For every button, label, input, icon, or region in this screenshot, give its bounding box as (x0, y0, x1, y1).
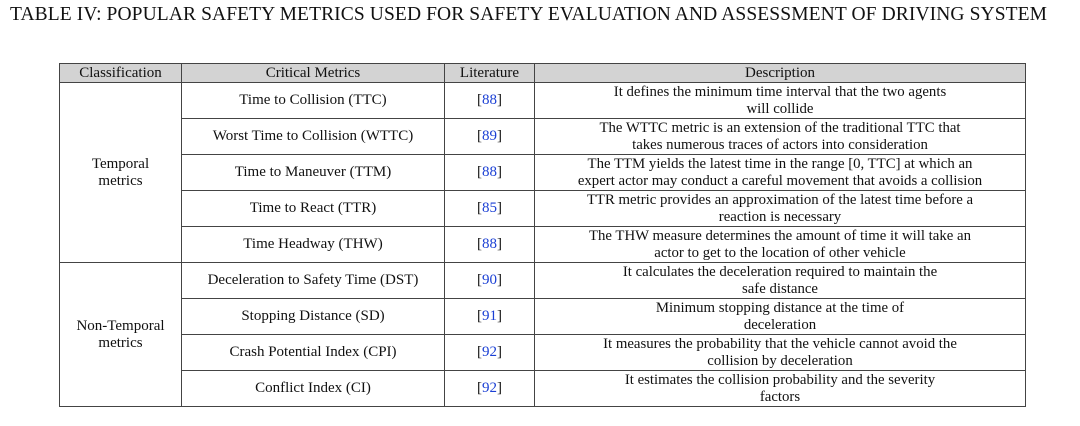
metric-name: Conflict Index (CI) (182, 371, 445, 407)
citation-link[interactable]: 90 (482, 272, 497, 288)
description-line: It estimates the collision probability and the severity (624, 371, 936, 388)
column-header-critical-metrics: Critical Metrics (182, 64, 445, 83)
description-line: safe distance (741, 280, 818, 297)
description-line: collision by deceleration (707, 352, 853, 369)
table-row (60, 191, 1026, 227)
header-row (60, 64, 1026, 83)
metric-description (535, 119, 1026, 155)
metric-name: Worst Time to Collision (WTTC) (182, 119, 445, 155)
metric-description (535, 83, 1026, 119)
description-line: It defines the minimum time interval that the two agents (613, 83, 947, 100)
description-line: Minimum stopping distance at the time of (655, 299, 905, 316)
metric-name: Time to Collision (TTC) (182, 83, 445, 119)
metric-name: Crash Potential Index (CPI) (182, 335, 445, 371)
metric-name: Deceleration to Safety Time (DST) (182, 263, 445, 299)
group-label-non-temporal (60, 263, 182, 407)
citation-link[interactable]: 85 (482, 200, 497, 216)
group-label-temporal (60, 83, 182, 263)
description-line: The THW measure determines the amount of time it will take an (588, 227, 971, 244)
metric-description (535, 335, 1026, 371)
literature-ref[interactable]: [90] (445, 263, 535, 299)
metric-description (535, 299, 1026, 335)
citation-link[interactable]: 88 (482, 236, 497, 252)
metric-description (535, 155, 1026, 191)
metric-name: Stopping Distance (SD) (182, 299, 445, 335)
literature-ref[interactable]: [88] (445, 227, 535, 263)
metric-description (535, 263, 1026, 299)
metric-name: Time Headway (THW) (182, 227, 445, 263)
citation-link[interactable]: 88 (482, 92, 497, 108)
description-line: It calculates the deceleration required to maintain the (622, 263, 938, 280)
description-line: reaction is necessary (718, 208, 842, 225)
table-row (60, 263, 1026, 299)
metric-description (535, 191, 1026, 227)
citation-link[interactable]: 92 (482, 380, 497, 396)
citation-link[interactable]: 92 (482, 344, 497, 360)
description-line: takes numerous traces of actors into consideration (632, 136, 928, 153)
description-line: will collide (746, 100, 814, 117)
description-line: TTR metric provides an approximation of the latest time before a (586, 191, 974, 208)
metric-name: Time to React (TTR) (182, 191, 445, 227)
literature-ref[interactable]: [92] (445, 371, 535, 407)
table-row (60, 83, 1026, 119)
column-header-literature: Literature (445, 64, 535, 83)
metric-description (535, 227, 1026, 263)
description-line: deceleration (743, 316, 817, 333)
literature-ref[interactable]: [92] (445, 335, 535, 371)
table-row (60, 335, 1026, 371)
group-label-line: metrics (98, 172, 143, 189)
group-label-line: metrics (98, 334, 143, 351)
table-row (60, 155, 1026, 191)
description-line: It measures the probability that the vehicle cannot avoid the (603, 335, 957, 352)
safety-metrics-table (59, 63, 1026, 407)
metric-name: Time to Maneuver (TTM) (182, 155, 445, 191)
description-line: The TTM yields the latest time in the range [0, TTC] at which an (587, 155, 973, 172)
group-label-line: Temporal (91, 155, 150, 172)
group-label-line: Non-Temporal (76, 317, 165, 334)
literature-ref[interactable]: [85] (445, 191, 535, 227)
description-line: The WTTC metric is an extension of the traditional TTC that (599, 119, 961, 136)
description-line: factors (759, 388, 801, 405)
table-row (60, 119, 1026, 155)
citation-link[interactable]: 89 (482, 128, 497, 144)
literature-ref[interactable]: [88] (445, 155, 535, 191)
table-caption: TABLE IV: POPULAR SAFETY METRICS USED FOR SAFETY EVALUATION AND ASSESSMENT OF DRIVING SYSTEM (10, 4, 1048, 25)
literature-ref[interactable]: [91] (445, 299, 535, 335)
literature-ref[interactable]: [88] (445, 83, 535, 119)
metric-description (535, 371, 1026, 407)
description-line: expert actor may conduct a careful movement that avoids a collision (577, 172, 983, 189)
table-row (60, 299, 1026, 335)
literature-ref[interactable]: [89] (445, 119, 535, 155)
column-header-classification: Classification (60, 64, 182, 83)
description-line: actor to get to the location of other vehicle (654, 244, 906, 261)
table-row (60, 371, 1026, 407)
citation-link[interactable]: 88 (482, 164, 497, 180)
citation-link[interactable]: 91 (482, 308, 497, 324)
column-header-description: Description (535, 64, 1026, 83)
table-row (60, 227, 1026, 263)
